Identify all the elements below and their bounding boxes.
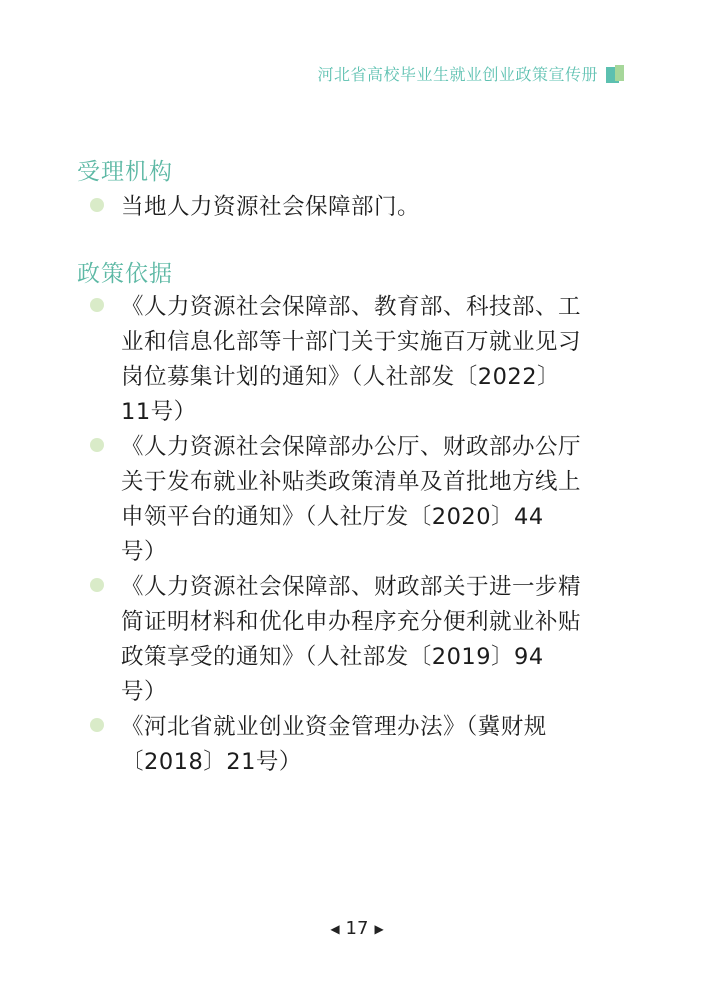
bullet-icon [90,438,104,452]
bullet-icon [90,578,104,592]
header-title: 河北省高校毕业生就业创业政策宣传册 [317,65,598,84]
list-item-text: 《河北省就业创业资金管理办法》（冀财规 〔2018〕21号） [121,714,547,775]
bullet-icon [90,718,104,732]
page-number: 17 [345,918,369,939]
list-item [90,570,610,710]
bullet-icon [90,198,104,212]
list-item [90,190,610,225]
page-number-footer [0,918,714,939]
page-header [317,62,624,85]
list-item [90,430,610,570]
list-item-text: 《人力资源社会保障部办公厅、财政部办公厅 关于发布就业补贴类政策清单及首批地方线上 申领平台的通知》（人社厅发〔2020〕44 号） [121,434,582,565]
triangle-left-icon: ◀ [330,921,340,936]
triangle-right-icon: ▶ [374,921,384,936]
section-title-acceptance: 受理机构 [77,159,173,185]
list-item [90,710,610,780]
list-item-text: 当地人力资源社会保障部门。 [121,194,421,220]
list-item-text: 《人力资源社会保障部、财政部关于进一步精 简证明材料和优化申办程序充分便利就业补贴 政策享受的通知》（人社部发〔2019〕94 号） [121,574,582,705]
section-title-policy-basis: 政策依据 [77,261,173,287]
bullet-icon [90,298,104,312]
list-item-text: 《人力资源社会保障部、教育部、科技部、工 业和信息化部等十部门关于实施百万就业见习 岗位募集计划的通知》（人社部发〔2022〕 11号） [121,294,582,425]
header-logo-mark [606,65,624,83]
list-item [90,290,610,430]
